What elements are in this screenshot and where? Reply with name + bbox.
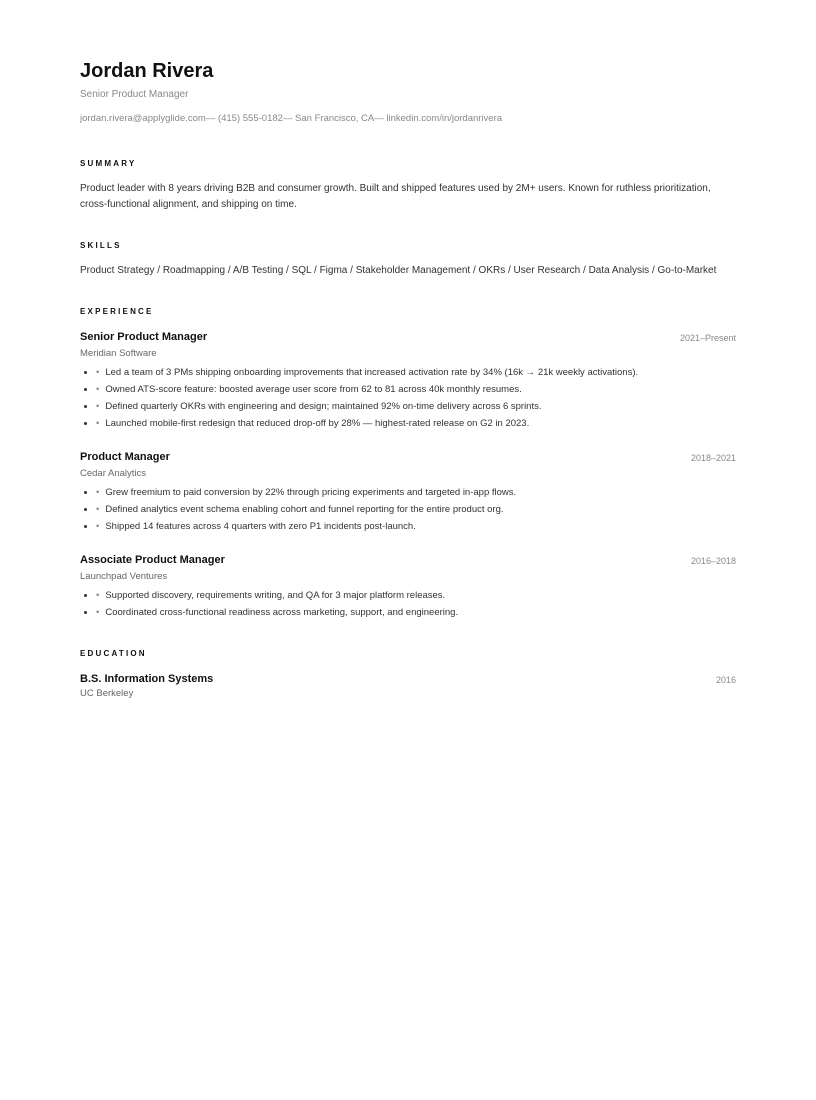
skills-heading: SKILLS [80,241,122,250]
summary-text: Product leader with 8 years driving B2B and consumer growth. Built and shipped features used by 2M+ users. Known for ruthless prioritization, cross-functional alignment, and shipping on time. [80,183,711,210]
job-title: Senior Product Manager [80,331,208,343]
school-name: UC Berkeley [80,688,134,699]
job-bullets [80,364,736,432]
bullet-text: Coordinated cross-functional readiness across marketing, support, and engineering. [105,607,459,618]
education-heading: EDUCATION [80,649,147,658]
list-item [96,398,736,415]
job-company: Cedar Analytics [80,468,147,479]
contact-line: jordan.rivera@applyglide.com— (415) 555-0182— San Francisco, CA— linkedin.com/in/jordanrivera [80,113,503,124]
graduation-year: 2016 [715,675,736,685]
bullet-text: Grew freemium to paid conversion by 22% through pricing experiments and targeted in-app flows. [105,487,517,498]
bullet-marker: • [96,367,100,378]
candidate-role: Senior Product Manager [80,89,189,100]
bullet-marker: • [96,401,100,412]
job-dates: 2018–2021 [690,453,736,463]
job-bullets [80,587,736,621]
list-item [96,484,736,501]
job-company: Launchpad Ventures [80,571,168,582]
summary-heading: SUMMARY [80,159,137,168]
list-item [96,518,736,535]
degree-title: B.S. Information Systems [80,673,214,685]
job-entry [80,450,736,535]
list-item [96,381,736,398]
bullet-marker: • [96,384,100,395]
bullet-marker: • [96,487,100,498]
bullet-marker: • [96,418,100,429]
list-item [96,604,736,621]
bullet-marker: • [96,607,100,618]
list-item [96,364,736,381]
education-entry [80,672,736,700]
job-entry [80,330,736,432]
job-bullets [80,484,736,535]
bullet-text: Supported discovery, requirements writing, and QA for 3 major platform releases. [105,590,446,601]
bullet-text: Launched mobile-first redesign that reduced drop-off by 28% — highest-rated release on G2 in 2023. [105,418,530,429]
job-entry [80,553,736,621]
bullet-text: Defined analytics event schema enabling cohort and funnel reporting for the entire product org. [105,504,504,515]
job-dates: 2021–Present [679,333,736,343]
experience-heading: EXPERIENCE [80,307,154,316]
job-title: Product Manager [80,451,170,463]
job-title: Associate Product Manager [80,554,225,566]
skills-text: Product Strategy / Roadmapping / A/B Testing / SQL / Figma / Stakeholder Management / OKRs / User Research / Data Analysis / Go-to-Market [80,265,717,276]
bullet-text: Owned ATS-score feature: boosted average user score from 62 to 81 across 40k monthly resumes. [105,384,522,395]
list-item [96,415,736,432]
bullet-marker: • [96,590,100,601]
bullet-marker: • [96,504,100,515]
job-dates: 2016–2018 [690,556,736,566]
bullet-text: Led a team of 3 PMs shipping onboarding improvements that increased activation rate by 34% (16k → 21k weekly activations). [105,367,639,378]
candidate-name: Jordan Rivera [80,60,214,82]
bullet-marker: • [96,521,100,532]
list-item [96,587,736,604]
bullet-text: Defined quarterly OKRs with engineering and design; maintained 92% on-time delivery across 6 sprints. [105,401,542,412]
bullet-text: Shipped 14 features across 4 quarters with zero P1 incidents post-launch. [105,521,416,532]
list-item [96,501,736,518]
job-company: Meridian Software [80,348,157,359]
